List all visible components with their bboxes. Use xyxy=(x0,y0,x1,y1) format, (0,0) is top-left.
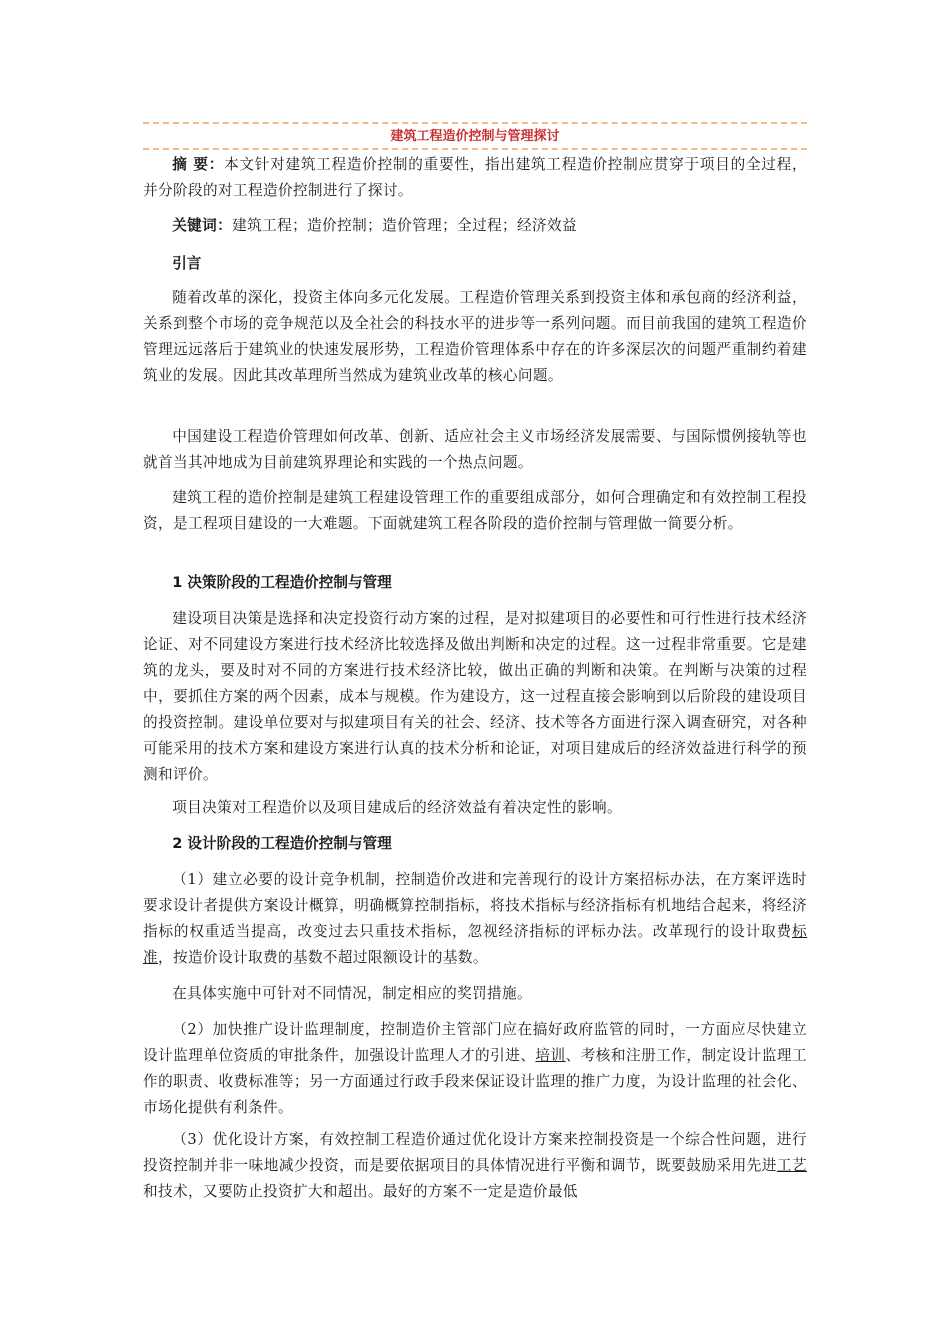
keywords-paragraph xyxy=(143,213,807,239)
keywords-text: 建筑工程；造价控制；造价管理；全过程；经济效益 xyxy=(232,217,578,234)
section-2-paragraph-1-text-a: （1）建立必要的设计竞争机制，控制造价改进和完善现行的设计方案招标办法，在方案评选时要求设计者提供方案设计概算，明确概算控制指标，将技术指标与经济指标有机地结合起来，将经济指标的权重适当提高，改变过去只重技术指标，忽视经济指标的评标办法。改革现行的设计取费 xyxy=(143,871,807,940)
section-2-paragraph-2: 在具体实施中可针对不同情况，制定相应的奖罚措施。 xyxy=(172,985,533,1002)
standard-link[interactable]: 标准 xyxy=(143,923,807,966)
section-2-paragraph-3 xyxy=(143,1017,807,1121)
section-2-heading: 2 设计阶段的工程造价控制与管理 xyxy=(172,835,392,852)
abstract-text: 本文针对建筑工程造价控制的重要性，指出建筑工程造价控制应贯穿于项目的全过程， 并分阶段的对工程造价控制进行了探讨。 xyxy=(143,156,807,199)
intro-paragraph-2: 中国建设工程造价管理如何改革、创新、适应社会主义市场经济发展需要、与国际惯例接轨等也就首当其冲地成为目前建筑界理论和实践的一个热点问题。 xyxy=(143,428,807,471)
intro-paragraph-1: 随着改革的深化，投资主体向多元化发展。工程造价管理关系到投资主体和承包商的经济利益，关系到整个市场的竞争规范以及全社会的科技水平的进步等一系列问题。而目前我国的建筑工程造价管理远远落后于建筑业的快速发展形势，工程造价管理体系中存在的许多深层次的问题严重制约着建筑业的发展。因此其改革理所当然成为建筑业改革的核心问题。 xyxy=(143,289,807,384)
abstract-paragraph xyxy=(143,152,807,204)
section-2-paragraph-3-text-b: 、考核和注册工作，制定设计监理工作的职责、收费标准等；另一方面通过行政手段来保证设计监理的推广力度，为设计监理的社会化、市场化提供有利条件。 xyxy=(143,1047,807,1116)
section-2-paragraph-4-text-b: 和技术，又要防止投资扩大和超出。最好的方案不一定是造价最低 xyxy=(143,1183,578,1200)
training-link[interactable]: 培训 xyxy=(535,1047,566,1064)
section-2-paragraph-4-text-a: （3）优化设计方案，有效控制工程造价通过优化设计方案来控制投资是一个综合性问题，进行投资控制并非一味地减少投资，而是要依据项目的具体情况进行平衡和调节，既要鼓励采用先进 xyxy=(143,1131,807,1174)
section-1-paragraph-1: 建设项目决策是选择和决定投资行动方案的过程，是对拟建项目的必要性和可行性进行技术经济论证、对不同建设方案进行技术经济比较选择及做出判断和决定的过程。这一过程非常重要。它是建筑的龙头，要及时对不同的方案进行技术经济比较，做出正确的判断和决策。在判断与决策的过程中，要抓住方案的两个因素，成本与规模。作为建设方，这一过程直接会影响到以后阶段的建设项目的投资控制。建设单位要对与拟建项目有关的社会、经济、技术等各方面进行深入调查研究，对各种可能采用的技术方案和建设方案进行认真的技术分析和论证，对项目建成后的经济效益进行科学的预测和评价。 xyxy=(143,610,807,783)
section-1-paragraph-2: 项目决策对工程造价以及项目建成后的经济效益有着决定性的影响。 xyxy=(172,799,623,816)
intro-paragraph-3: 建筑工程的造价控制是建筑工程建设管理工作的重要组成部分，如何合理确定和有效控制工程投资，是工程项目建设的一大难题。下面就建筑工程各阶段的造价控制与管理做一简要分析。 xyxy=(143,489,807,532)
intro-heading: 引言 xyxy=(172,255,202,272)
section-2-paragraph-4 xyxy=(143,1127,807,1205)
article-title: 建筑工程造价控制与管理探讨 xyxy=(390,129,560,144)
section-2-paragraph-3-text-a: （2）加快推广设计监理制度，控制造价主管部门应在搞好政府监管的同时，一方面应尽快建立设计监理单位资质的审批条件，加强设计监理人才的引进、 xyxy=(143,1021,807,1064)
technology-link[interactable]: 工艺 xyxy=(776,1157,807,1174)
section-2-paragraph-1 xyxy=(143,867,807,971)
section-1-heading: 1 决策阶段的工程造价控制与管理 xyxy=(172,574,392,591)
abstract-label: 摘 要： xyxy=(172,156,225,173)
keywords-label: 关键词： xyxy=(172,217,233,234)
top-dashed-rule xyxy=(143,122,807,124)
section-2-paragraph-1-text-b: ，按造价设计取费的基数不超过限额设计的基数。 xyxy=(158,949,488,966)
title-dashed-rule xyxy=(143,148,807,150)
